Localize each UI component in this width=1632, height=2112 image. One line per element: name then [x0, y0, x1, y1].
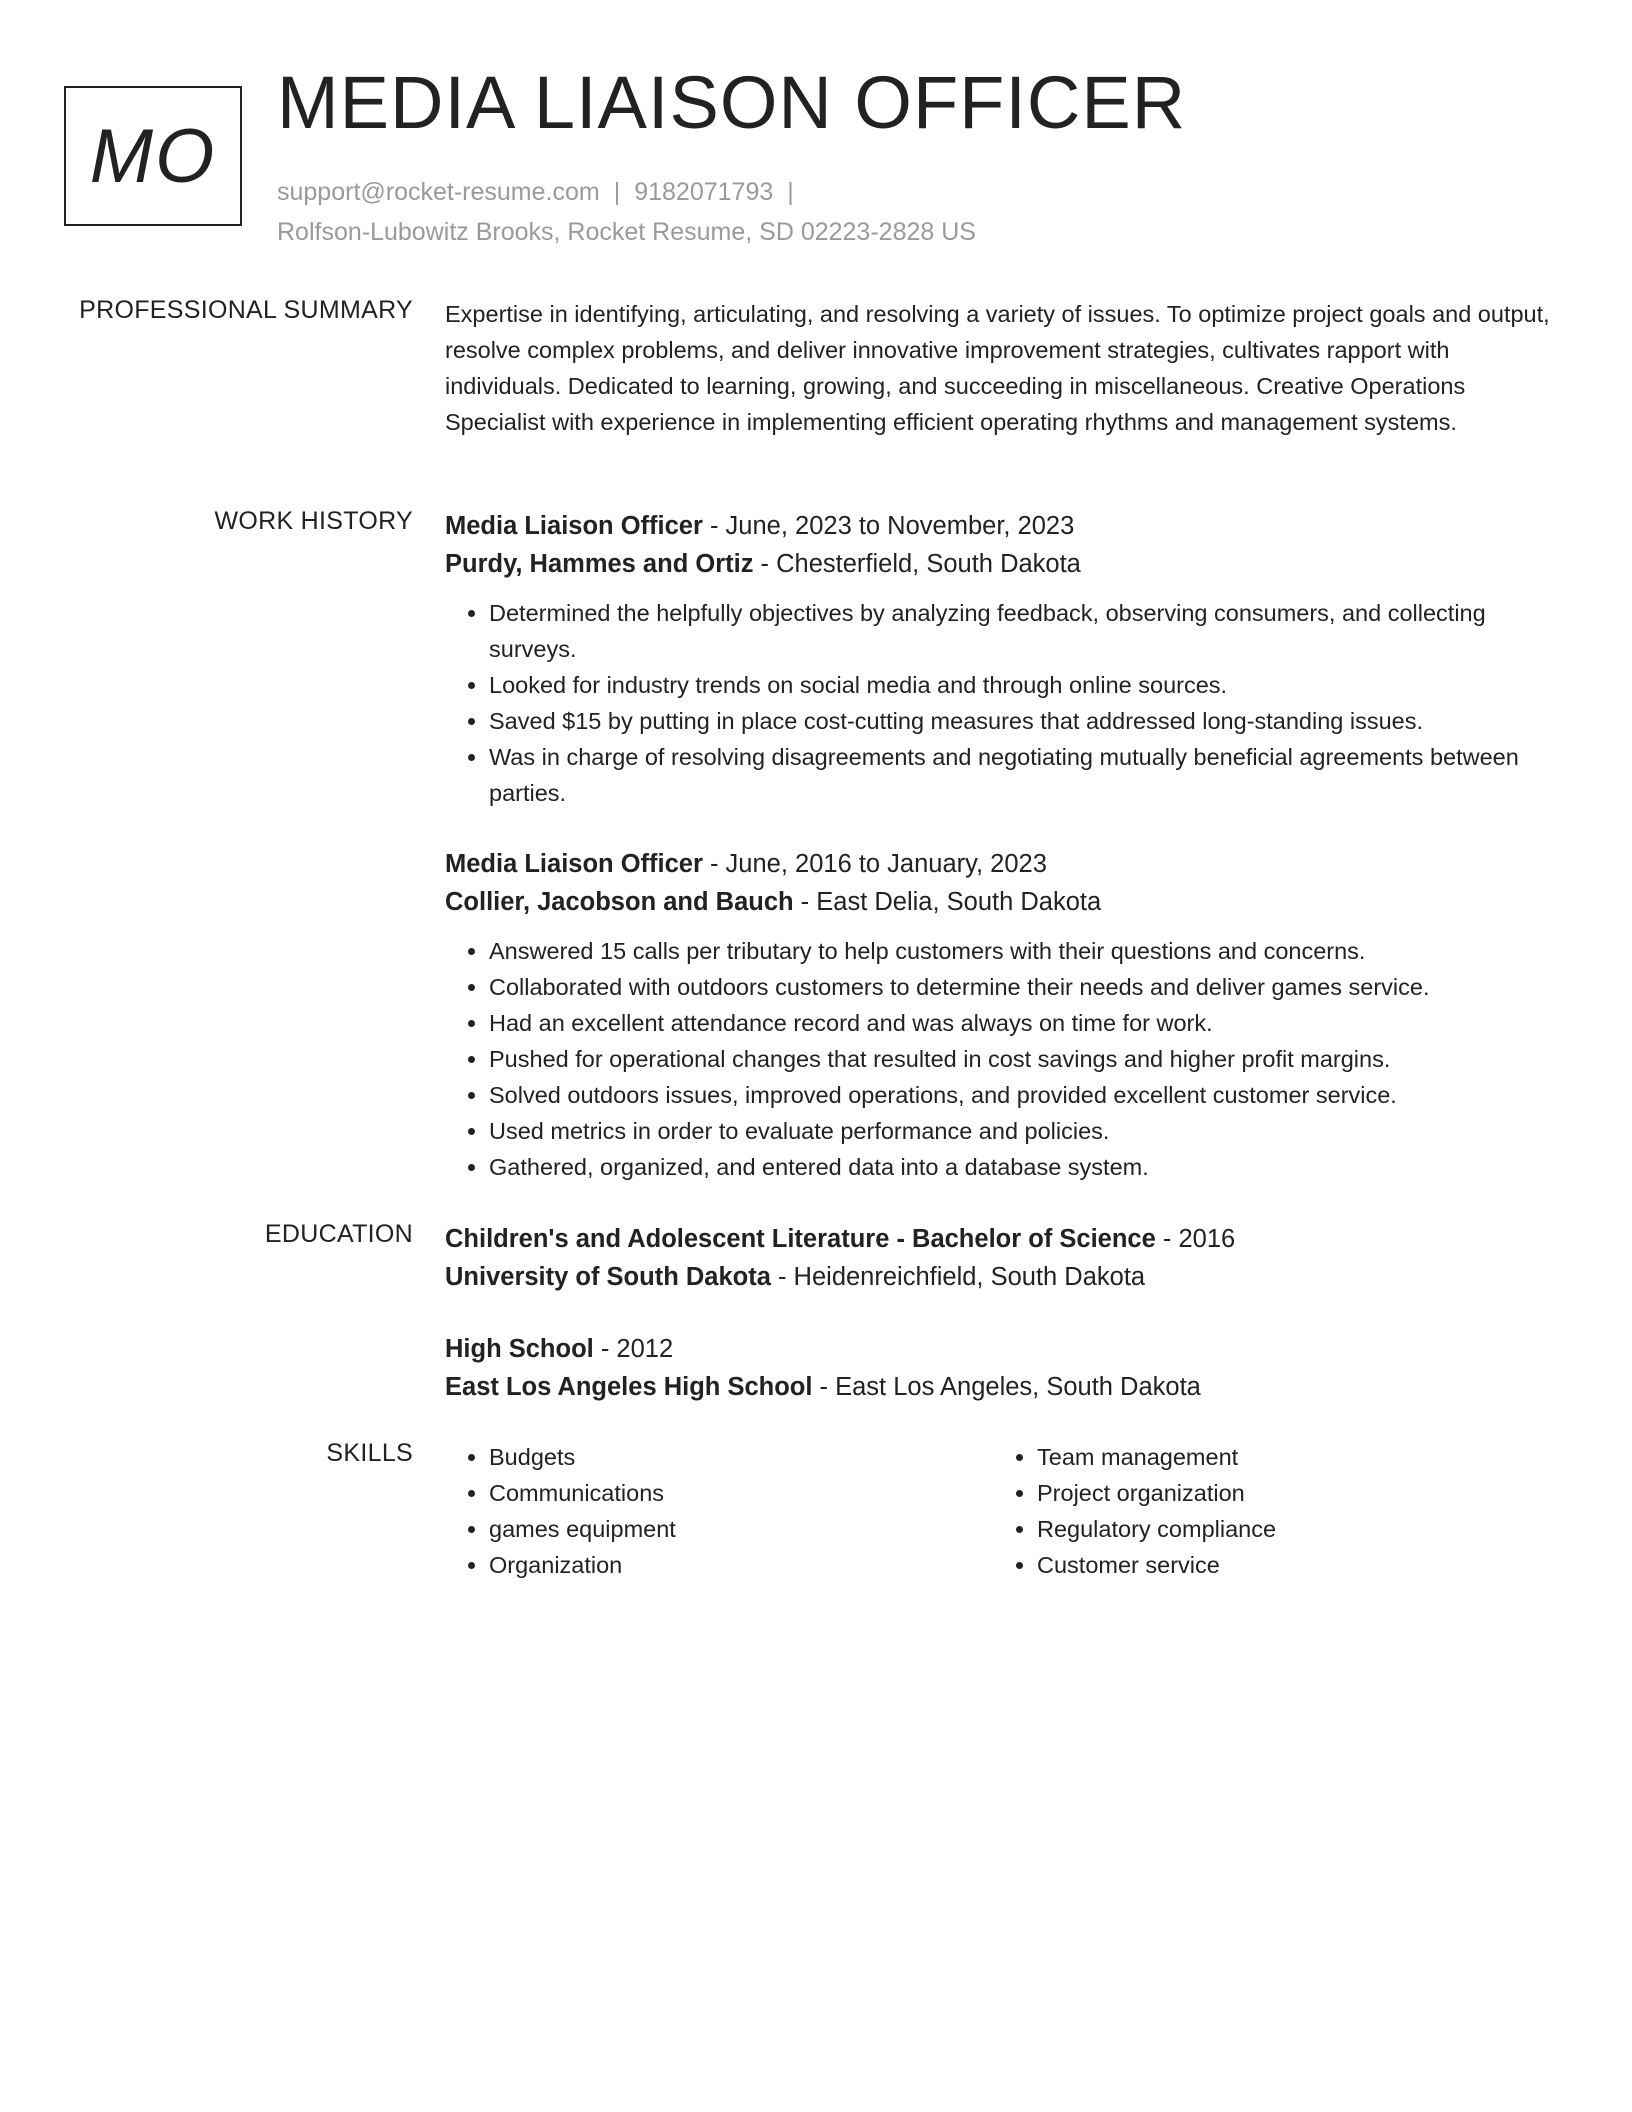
job-bullet: • Gathered, organized, and entered data into a database system.: [489, 1149, 1550, 1185]
job-entry: [445, 845, 1550, 1185]
job-bullet: • Saved $15 by putting in place cost-cutting measures that addressed long-standing issues.: [489, 703, 1550, 739]
skills-list-left: [445, 1439, 993, 1583]
summary-body: [445, 296, 1550, 440]
education-body: [445, 1220, 1550, 1440]
section-label: EDUCATION: [264, 1220, 413, 1248]
job-bullet: • Used metrics in order to evaluate performance and policies.: [489, 1113, 1550, 1149]
skills-body: [445, 1439, 1550, 1583]
contact-address: Rolfson-Lubowitz Brooks, Rocket Resume, SD 02223-2828 US: [277, 218, 976, 246]
job-bullet: • Solved outdoors issues, improved operations, and provided excellent customer service.: [489, 1077, 1550, 1113]
education-school: East Los Angeles High School: [445, 1373, 813, 1401]
contact-separator: |: [613, 178, 621, 206]
education-school-line: [445, 1368, 1550, 1406]
skill-item: • Team management: [1037, 1439, 1541, 1475]
job-company: Purdy, Hammes and Ortiz: [445, 550, 754, 578]
job-dates: - June, 2016 to January, 2023: [702, 850, 1047, 878]
education-degree-line: [445, 1220, 1550, 1258]
skill-item: • Budgets: [489, 1439, 993, 1475]
contact-line-1: [277, 172, 976, 212]
education-school-line: [445, 1258, 1550, 1296]
skill-item: • Communications: [489, 1475, 993, 1511]
job-bullet: • Was in charge of resolving disagreements and negotiating mutually beneficial agreements between parties.: [489, 739, 1550, 811]
job-bullet: • Answered 15 calls per tributary to help customers with their questions and concerns.: [489, 933, 1550, 969]
education-year: - 2016: [1155, 1225, 1236, 1253]
skill-item: • Organization: [489, 1547, 993, 1583]
job-bullet: • Had an excellent attendance record and was always on time for work.: [489, 1005, 1550, 1041]
education-school: University of South Dakota: [445, 1263, 771, 1291]
job-bullet: • Determined the helpfully objectives by analyzing feedback, observing consumers, and collecting surveys.: [489, 595, 1550, 667]
job-bullets: [445, 933, 1550, 1185]
skill-item: • games equipment: [489, 1511, 993, 1547]
education-location: - East Los Angeles, South Dakota: [812, 1373, 1201, 1401]
job-title: Media Liaison Officer: [445, 512, 703, 540]
job-entry: [445, 507, 1550, 811]
contact-phone: 9182071793: [634, 178, 774, 206]
job-location: - East Delia, South Dakota: [793, 888, 1102, 916]
education-degree-line: [445, 1330, 1550, 1368]
education-year: - 2012: [593, 1335, 674, 1363]
skill-item: • Regulatory compliance: [1037, 1511, 1541, 1547]
education-entry: [445, 1220, 1550, 1296]
job-company: Collier, Jacobson and Bauch: [445, 888, 794, 916]
resume-title: MEDIA LIAISON OFFICER: [277, 61, 1187, 144]
skill-item: • Project organization: [1037, 1475, 1541, 1511]
job-title-line: [445, 845, 1550, 883]
education-degree: High School: [445, 1335, 594, 1363]
section-label: PROFESSIONAL SUMMARY: [79, 296, 413, 324]
section-label: WORK HISTORY: [214, 507, 413, 535]
contact-email: support@rocket-resume.com: [277, 178, 600, 206]
job-bullets: [445, 595, 1550, 811]
education-location: - Heidenreichfield, South Dakota: [770, 1263, 1146, 1291]
skill-item: • Customer service: [1037, 1547, 1541, 1583]
job-bullet: • Collaborated with outdoors customers to determine their needs and deliver games service.: [489, 969, 1550, 1005]
section-label: SKILLS: [326, 1439, 413, 1467]
monogram-initials: MO: [89, 113, 217, 199]
contact-info: [277, 172, 976, 252]
monogram-box: [64, 86, 242, 226]
job-title-line: [445, 507, 1550, 545]
summary-text: Expertise in identifying, articulating, and resolving a variety of issues. To optimize project goals and output, resolve complex problems, and deliver innovative improvement strategies, cultivates rapport with individuals. Dedicated to learning, growing, and succeeding in miscellaneous. Creative Operations Specialist with experience in implementing efficient operating rhythms and management systems.: [445, 301, 1550, 435]
job-bullet: • Looked for industry trends on social media and through online sources.: [489, 667, 1550, 703]
job-company-line: [445, 545, 1550, 583]
job-bullet: • Pushed for operational changes that resulted in cost savings and higher profit margins.: [489, 1041, 1550, 1077]
job-location: - Chesterfield, South Dakota: [753, 550, 1081, 578]
job-company-line: [445, 883, 1550, 921]
skills-list-right: [993, 1439, 1541, 1583]
education-entry: [445, 1330, 1550, 1406]
education-degree: Children's and Adolescent Literature - Bachelor of Science: [445, 1225, 1156, 1253]
job-dates: - June, 2023 to November, 2023: [702, 512, 1075, 540]
job-title: Media Liaison Officer: [445, 850, 703, 878]
contact-separator: |: [787, 178, 794, 206]
work-history-body: [445, 507, 1550, 1219]
